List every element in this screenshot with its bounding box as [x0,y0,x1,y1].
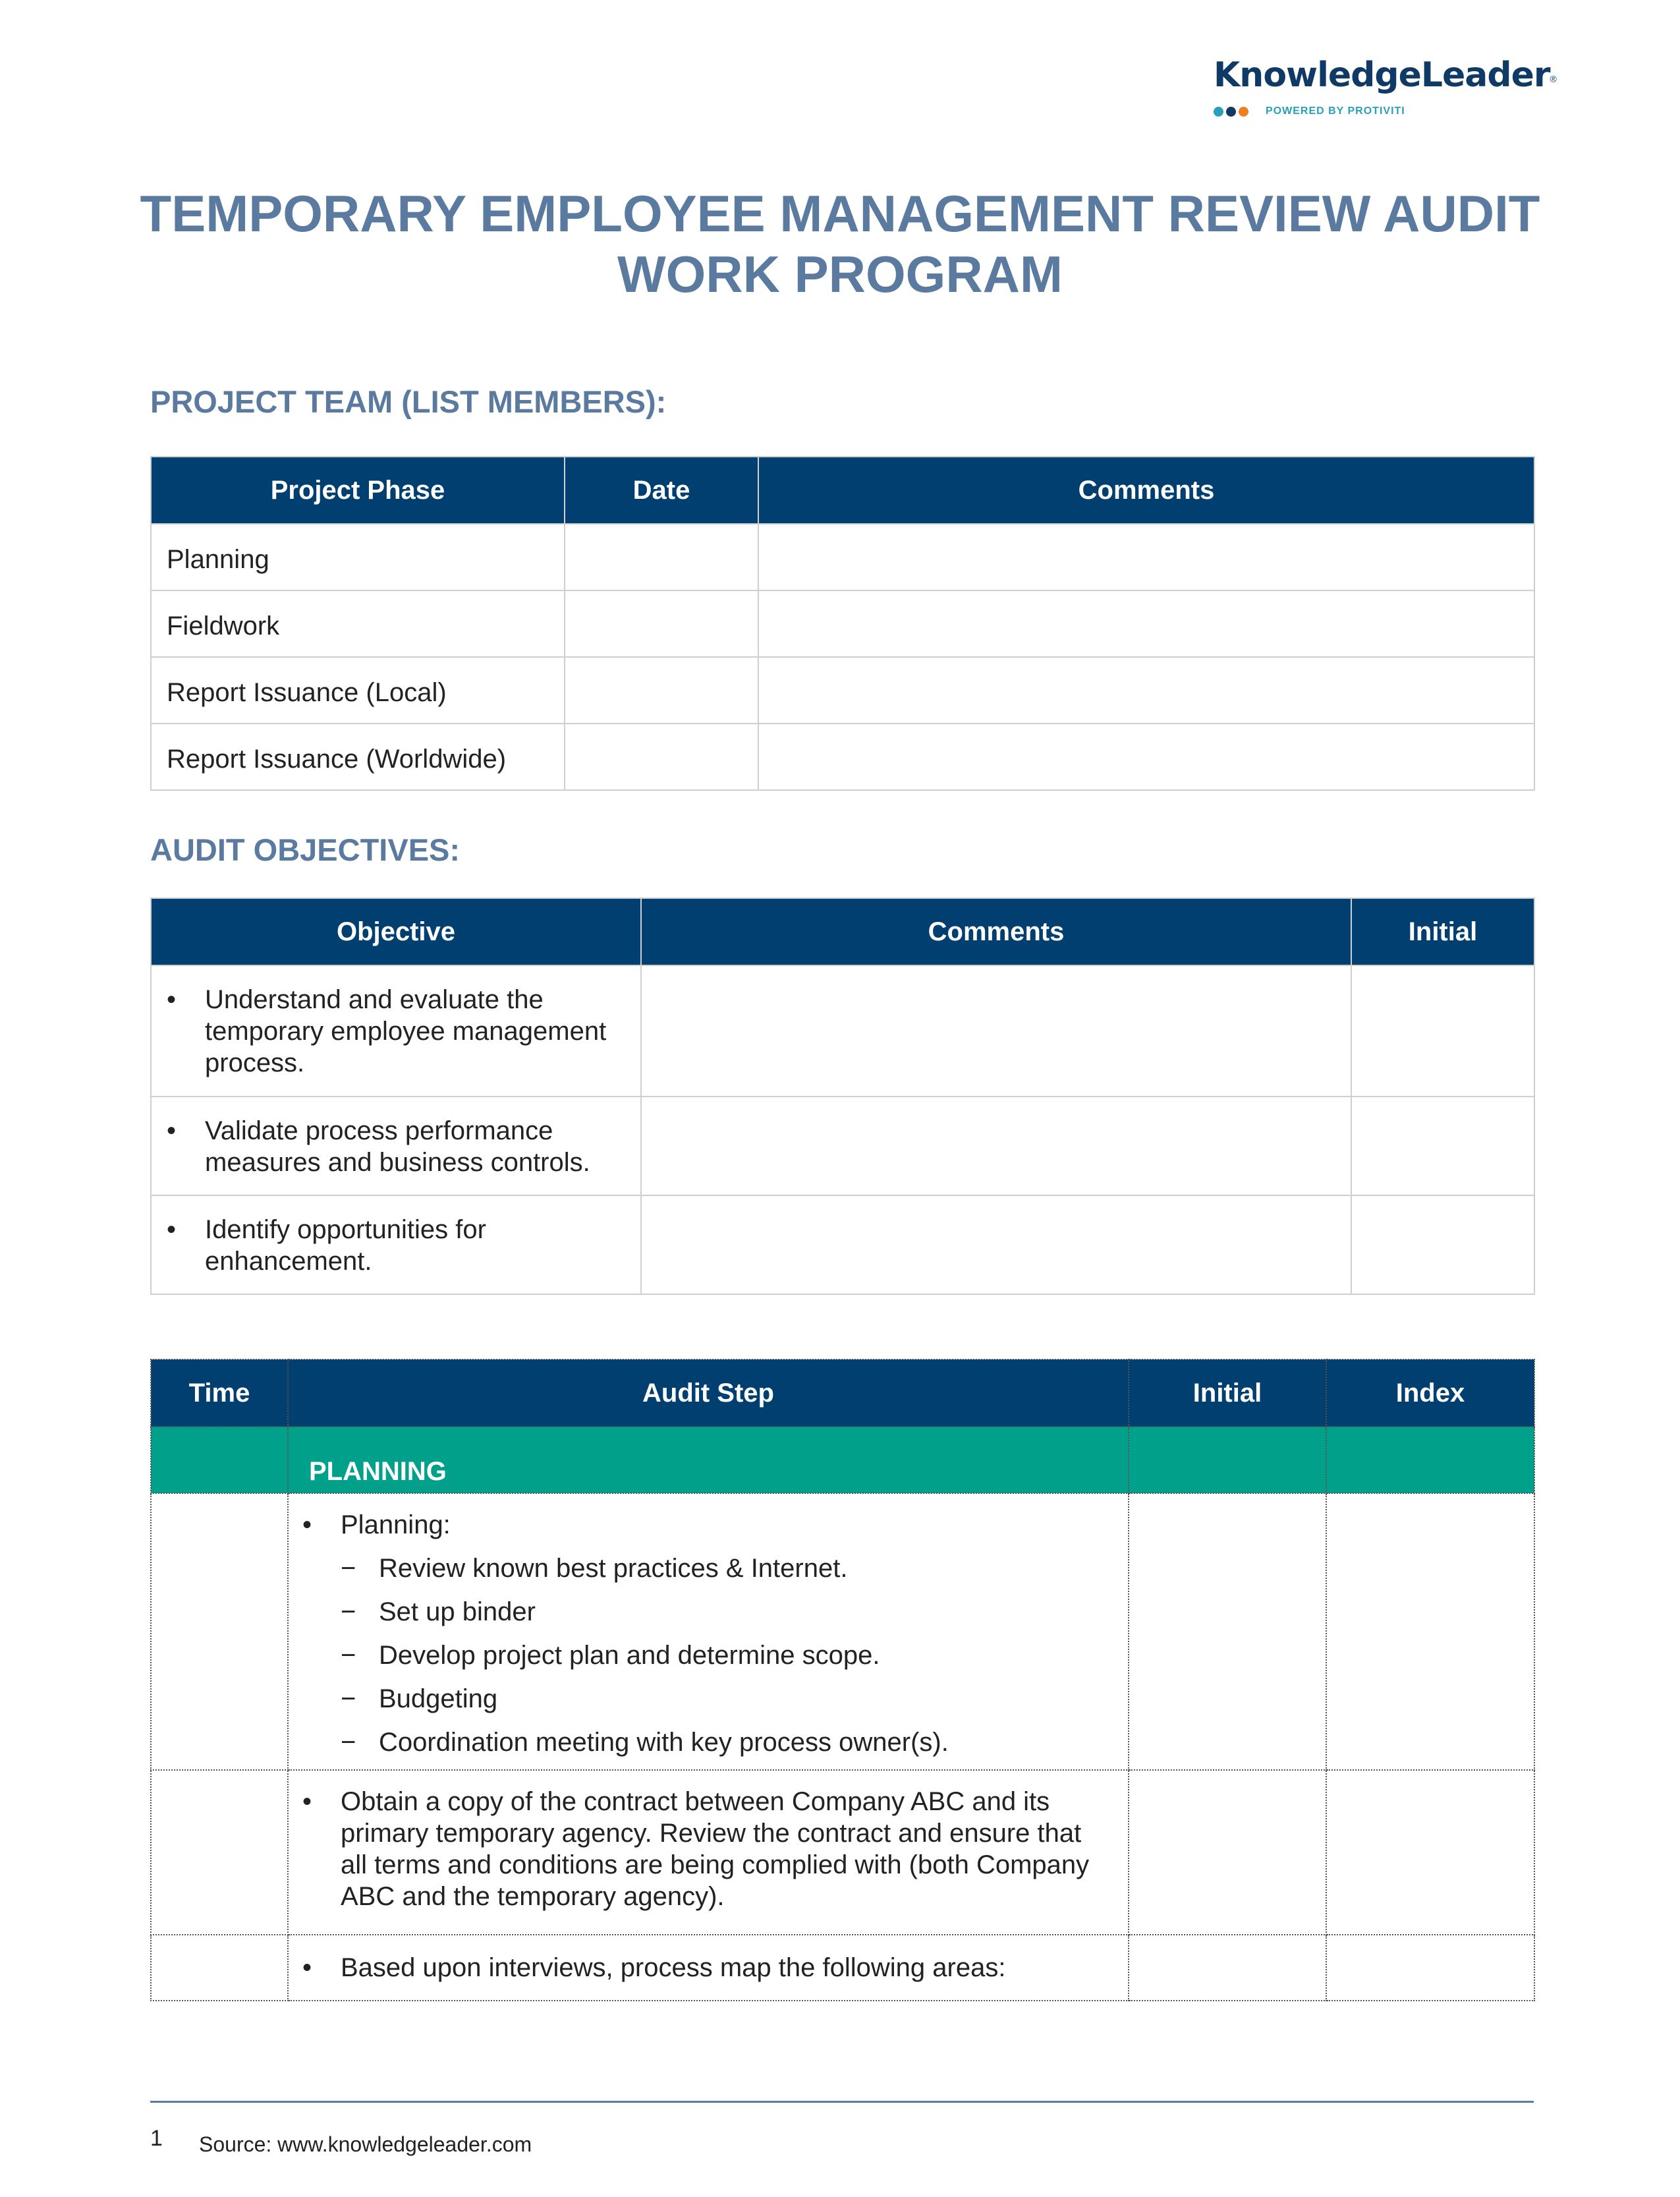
document-title: TEMPORARY EMPLOYEE MANAGEMENT REVIEW AUDIT WORK PROGRAM [140,185,1540,303]
bullet-icon: • [167,1215,177,1244]
logo-wordmark: KnowledgeLeader [1214,55,1550,95]
sub-step-text: Review known best practices & Internet. [379,1554,848,1583]
step-contract-review: Obtain a copy of the contract between Company ABC and its primary temporary agency. Review the contract and ensure that all terms and conditions are being complied with (both Company ABC and the temporary agency). [341,1787,1090,1911]
sub-step-text: Set up binder [379,1597,536,1626]
logo-registered-mark: ® [1550,73,1557,84]
logo-tagline: POWERED BY PROTIVITI [1266,105,1405,117]
initial-cell[interactable] [1351,1097,1534,1195]
column-header-index: Index [1326,1359,1534,1427]
step-planning-title: Planning: [341,1510,451,1539]
column-header-comments: Comments [758,457,1534,524]
phase-report-issuance-worldwide: Report Issuance (Worldwide) [167,745,507,774]
dash-icon: − [341,1728,356,1757]
table-row [151,1195,1534,1294]
column-header-date: Date [565,457,758,524]
dash-icon: − [341,1641,356,1670]
bullet-icon: • [167,1116,177,1145]
comments-cell[interactable] [758,524,1534,590]
objective-text: Identify opportunities for enhancement. [205,1215,486,1276]
table-row [151,590,1534,657]
index-cell[interactable] [1326,1770,1534,1935]
planning-section-label: PLANNING [309,1457,447,1486]
comments-cell[interactable] [641,965,1351,1097]
objective-text: Understand and evaluate the temporary employee management process. [205,985,607,1077]
table-row [151,1770,1534,1935]
column-header-initial: Initial [1351,898,1534,965]
column-header-project-phase: Project Phase [151,457,565,524]
comments-cell[interactable] [641,1195,1351,1294]
phase-fieldwork: Fieldwork [167,612,280,641]
dash-icon: − [341,1684,356,1713]
phase-planning: Planning [167,545,269,574]
index-cell[interactable] [1326,1493,1534,1770]
table-row [151,524,1534,590]
comments-cell[interactable] [641,1097,1351,1195]
index-cell[interactable] [1326,1935,1534,2001]
sub-step-text: Coordination meeting with key process owner(s). [379,1728,949,1757]
planning-section-row [151,1427,1534,1493]
page-number: 1 [150,2126,163,2151]
time-cell[interactable] [151,1935,288,2001]
logo-dot-teal-icon [1214,107,1223,117]
time-cell[interactable] [151,1770,288,1935]
objective-text: Validate process performance measures and business controls. [205,1116,590,1177]
table-row [151,1097,1534,1195]
initial-cell[interactable] [1129,1493,1326,1770]
column-header-initial: Initial [1129,1359,1326,1427]
dash-icon: − [341,1554,356,1583]
dash-icon: − [341,1597,356,1626]
initial-cell[interactable] [1351,965,1534,1097]
sub-step-text: Budgeting [379,1684,498,1713]
sub-step-text: Develop project plan and determine scope. [379,1641,880,1670]
logo-dot-orange-icon [1239,107,1248,117]
time-cell[interactable] [151,1493,288,1770]
column-header-audit-step: Audit Step [288,1359,1129,1427]
audit-objectives-heading: AUDIT OBJECTIVES: [150,832,461,867]
date-cell[interactable] [565,657,758,724]
bullet-icon: • [302,1787,312,1816]
date-cell[interactable] [565,724,758,790]
project-team-heading: PROJECT TEAM (LIST MEMBERS): [150,384,667,419]
source-link[interactable]: Source: www.knowledgeleader.com [199,2132,532,2156]
initial-cell[interactable] [1351,1195,1534,1294]
phase-report-issuance-local: Report Issuance (Local) [167,678,447,707]
project-team-table [150,456,1535,791]
column-header-objective: Objective [151,898,641,965]
table-row [151,1493,1534,1770]
table-row [151,724,1534,790]
step-process-map: Based upon interviews, process map the following areas: [341,1953,1006,1982]
comments-cell[interactable] [758,724,1534,790]
comments-cell[interactable] [758,590,1534,657]
knowledgeleader-logo [1214,55,1557,128]
footer-divider [150,2101,1534,2103]
comments-cell[interactable] [758,657,1534,724]
table-row [151,965,1534,1097]
initial-cell[interactable] [1129,1770,1326,1935]
date-cell[interactable] [565,590,758,657]
bullet-icon: • [167,985,177,1014]
logo-dot-navy-icon [1226,107,1236,117]
initial-cell[interactable] [1129,1935,1326,2001]
bullet-icon: • [302,1953,312,1982]
bullet-icon: • [302,1510,312,1539]
date-cell[interactable] [565,524,758,590]
audit-objectives-table [150,898,1535,1295]
table-row [151,657,1534,724]
audit-steps-table [150,1359,1535,2001]
column-header-comments: Comments [641,898,1351,965]
table-row [151,1935,1534,2001]
column-header-time: Time [151,1359,288,1427]
